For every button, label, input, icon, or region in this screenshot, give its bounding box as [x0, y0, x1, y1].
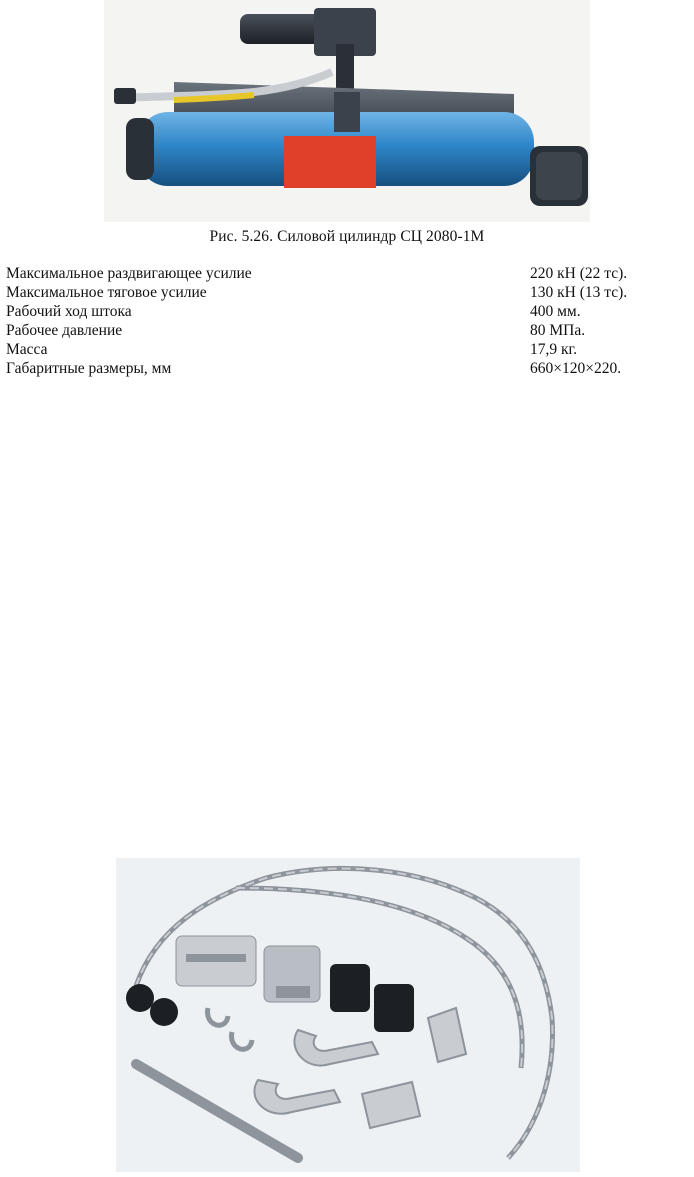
- spec-row: [6, 340, 694, 359]
- chains-and-grips-illustration: [116, 858, 580, 1172]
- spec-label: Максимальное раздвигающее усилие: [6, 265, 252, 282]
- rubber-pad: [126, 984, 154, 1012]
- spec-row: [6, 321, 694, 340]
- spec-value: 17,9 кг.: [530, 341, 578, 358]
- spec-row: [6, 302, 694, 321]
- power-cylinder-image: [104, 0, 590, 222]
- spec-row: [6, 264, 694, 283]
- spec-label: Рабочий ход штока: [6, 303, 132, 320]
- spec-row: [6, 359, 694, 378]
- chains-and-grips-image: [116, 858, 580, 1172]
- spec-value: 400 мм.: [530, 303, 581, 320]
- spec-label: Максимальное тяговое усилие: [6, 284, 207, 301]
- spec-label: Масса: [6, 341, 48, 358]
- label-band: [284, 136, 376, 188]
- spec-value: 130 кН (13 тс).: [530, 284, 628, 301]
- spec-value: 80 МПа.: [530, 322, 586, 339]
- spec-value: 220 кН (22 тс).: [530, 265, 628, 282]
- spec-label: Рабочее давление: [6, 322, 123, 339]
- figure-caption: Рис. 5.26. Силовой цилиндр СЦ 2080-1М: [209, 228, 485, 245]
- clamp: [176, 936, 256, 986]
- rubber-pad: [150, 998, 178, 1026]
- spec-label: Габаритные размеры, мм: [6, 360, 172, 377]
- clamp: [264, 946, 320, 1002]
- spec-row: [6, 283, 694, 302]
- power-cylinder-illustration: [104, 0, 590, 222]
- spec-value: 660×120×220.: [530, 360, 622, 377]
- spec-table: [6, 264, 694, 378]
